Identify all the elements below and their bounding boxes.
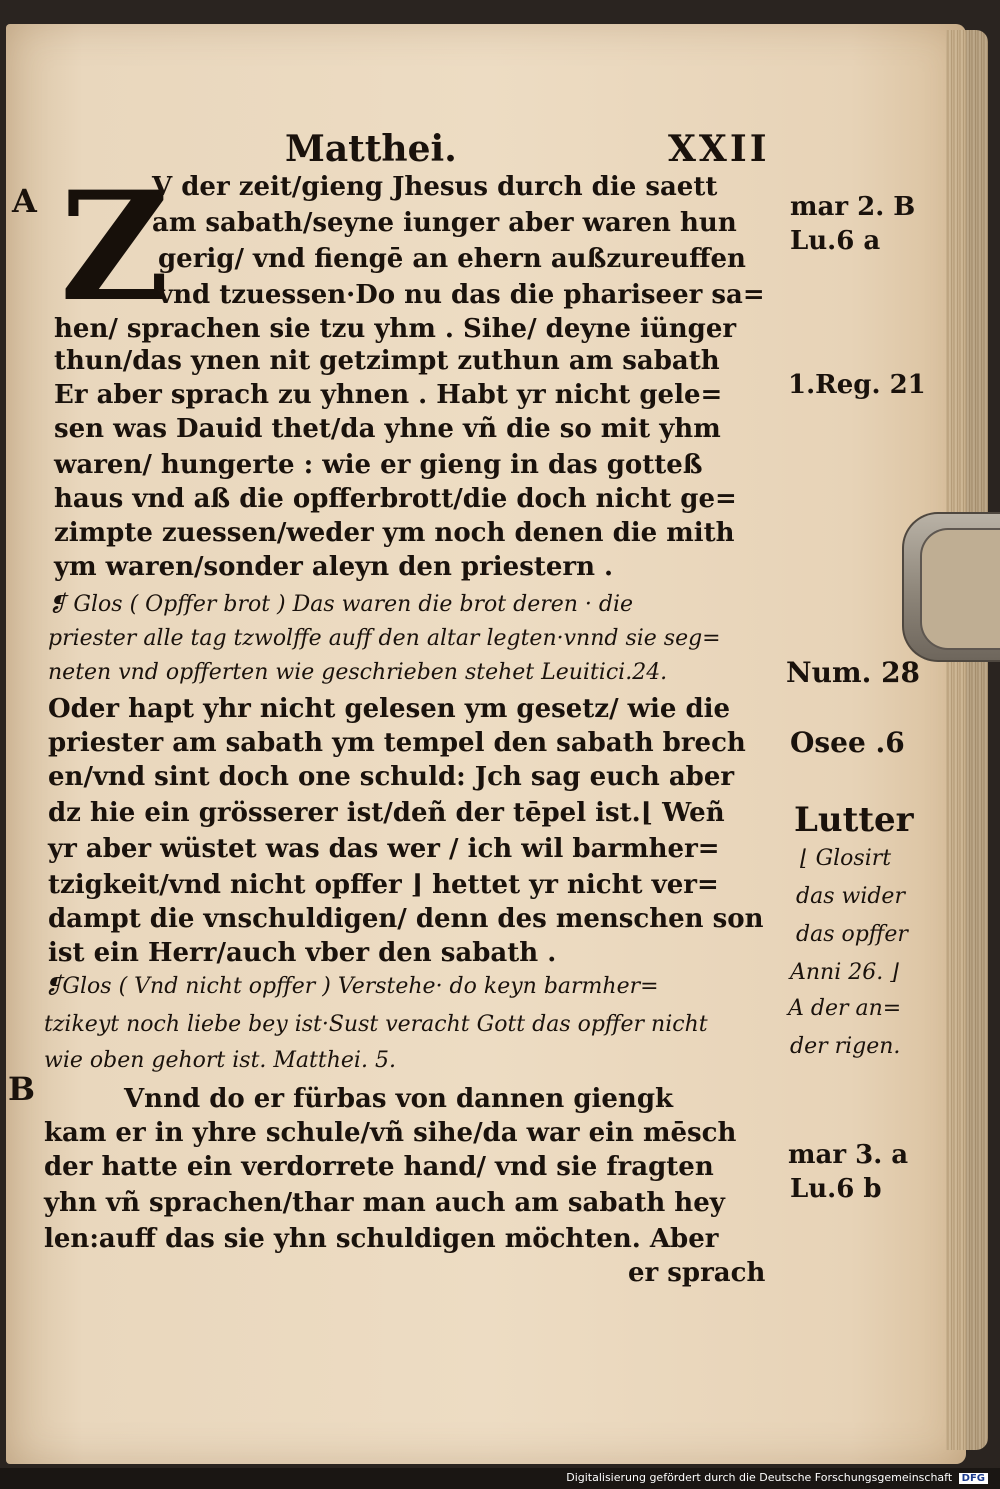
text-line: yhn vñ sprachen/thar man auch am sabath hey [44,1188,725,1218]
luther-gloss-line: das opffer [796,922,908,947]
text-line: vnd tzuessen·Do nu das die phariseer sa= [158,280,765,310]
initial-letter: Z [60,159,170,335]
text-line: priester am sabath ym tempel den sabath brech [48,728,746,758]
margin-ref: Osee .6 [790,726,905,759]
text-line: der hatte ein verdorrete hand/ vnd sie fragten [44,1152,714,1182]
text-line: dz hie ein grösserer ist/deñ der tēpel ist.⌊ Weñ [48,798,725,828]
text-line: ym waren/sonder aleyn den priestern . [54,552,614,582]
luther-gloss-line: ⌊ Glosirt [800,846,892,871]
text-line: Er aber sprach zu yhnen . Habt yr nicht gele= [54,380,723,410]
text-line: haus vnd aß die opfferbrott/die doch nicht ge= [54,484,737,514]
running-title: Matthei. [285,128,457,170]
luther-gloss-line: das wider [796,884,905,909]
text-line: Oder hapt yhr nicht gelesen ym gesetz/ wie die [48,694,731,724]
margin-ref: mar 2. B [790,192,916,222]
text-line: V der zeit/gieng Jhesus durch die saett [152,172,718,202]
text-line: waren/ hungerte : wie er gieng in das gotteß [54,450,703,480]
book-clasp [902,512,1000,662]
text-line: en/vnd sint doch one schuld: Jch sag euch aber [48,762,735,792]
text-line: hen/ sprachen sie tzu yhm . Sihe/ deyne iünger [54,314,737,344]
margin-ref: Lu.6 b [790,1174,882,1204]
margin-ref: mar 3. a [788,1140,909,1170]
text-line: kam er in yhre schule/vñ sihe/da war ein mēsch [44,1118,737,1148]
gloss-line: ❡Glos ( Vnd nicht opffer ) Verstehe· do keyn barmher= [44,974,659,999]
text-line: len:auff das sie yhn schuldigen möchten. Aber [44,1224,719,1254]
text-line: Vnnd do er fürbas von dannen giengk [124,1084,674,1114]
page-fore-edge [946,30,988,1450]
text-line: am sabath/seyne iunger aber waren hun [152,208,737,238]
section-mark-b: B [8,1070,36,1108]
digitization-credit [566,1471,988,1484]
text-line: zimpte zuessen/weder ym noch denen die mith [54,518,735,548]
credit-text: Digitalisierung gefördert durch die Deutsche Forschungsgemeinschaft [566,1471,953,1484]
gloss-line: wie oben gehort ist. Matthei. 5. [44,1048,396,1073]
text-line: tzigkeit/vnd nicht opffer ⌋ hettet yr nicht ver= [48,870,719,900]
dfg-logo: DFG [959,1473,988,1484]
folio-number: XXII [668,128,770,170]
section-mark-a: A [12,182,37,220]
text-line: yr aber wüstet was das wer / ich wil barmher= [48,834,720,864]
luther-gloss-line: A der an= [788,996,902,1021]
gloss-line: ❡ Glos ( Opffer brot ) Das waren die brot deren · die [48,592,634,617]
luther-gloss-line: Anni 26. ⌋ [790,960,899,985]
gloss-line: tzikeyt noch liebe bey ist·Sust veracht Gott das opffer nicht [44,1012,708,1037]
text-line: sen was Dauid thet/da yhne vñ die so mit yhm [54,414,721,444]
text-line: thun/das ynen nit getzimpt zuthun am sabath [54,346,720,376]
gloss-line: neten vnd opfferten wie geschrieben stehet Leuitici.24. [48,660,668,685]
margin-ref: Lu.6 a [790,226,881,256]
luther-gloss-line: der rigen. [790,1034,901,1059]
margin-ref: Num. 28 [786,656,921,689]
clasp-inner [920,528,1000,650]
luther-label: Lutter [794,800,914,840]
text-line: ist ein Herr/auch vber den sabath . [48,938,557,968]
text-line: dampt die vnschuldigen/ denn des menschen son [48,904,764,934]
margin-ref: 1.Reg. 21 [788,370,926,400]
catchword: er sprach [628,1258,766,1288]
text-line: gerig/ vnd fiengē an ehern außzureuffen [158,244,746,274]
gloss-line: priester alle tag tzwolffe auff den altar legten·vnnd sie seg= [48,626,721,651]
